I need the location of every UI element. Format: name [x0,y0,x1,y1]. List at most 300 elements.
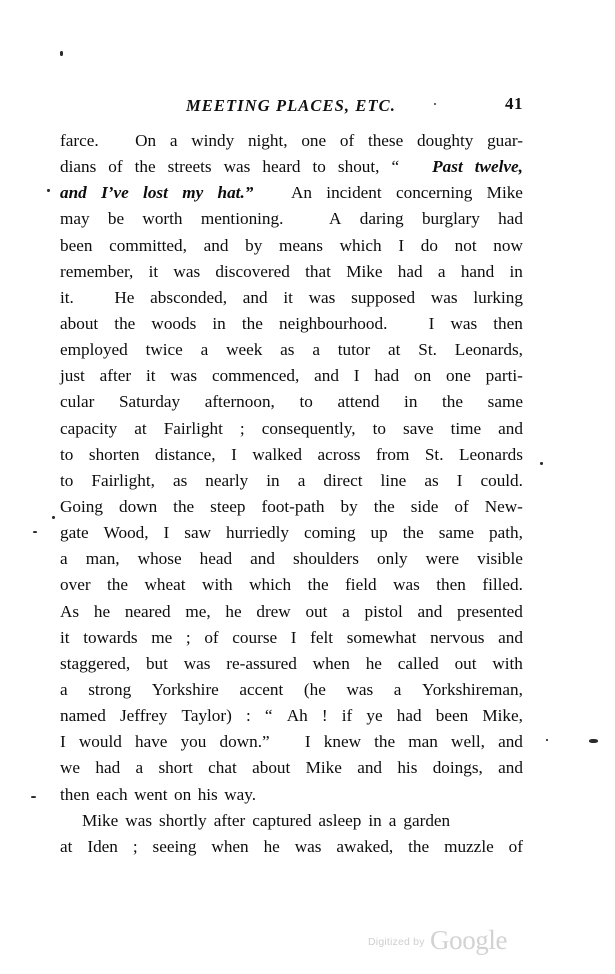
word: about [60,313,99,333]
sentence-gap [112,128,121,154]
word: Yorkshire [151,679,219,699]
word: foot-path [261,496,325,516]
word: were [425,549,460,569]
word: and [250,549,275,569]
word: heard [262,157,301,177]
word: ! [321,706,328,726]
word: ; [132,836,138,856]
word: doings, [432,758,483,778]
word: lurking [473,287,523,307]
word: On [135,131,157,150]
word: accent [239,679,284,699]
word: Jeffrey [119,706,168,726]
word: now [493,235,523,255]
word: it [148,261,159,281]
word: the [173,496,195,516]
word: Ah [286,706,308,726]
word: of [108,157,123,177]
word: whose [137,549,182,569]
word: and [498,627,523,647]
word: muzzle [444,836,494,856]
word: Mike [346,261,383,281]
word: nearly [205,470,249,490]
word: may [60,209,90,229]
word: farce. [60,131,99,150]
word: ; [185,627,191,647]
word: the [107,575,129,595]
word: concerning [395,183,473,203]
word: just [60,366,85,386]
text-line [60,808,523,834]
word: that [305,261,331,281]
dash-right-lower [589,739,598,743]
text-line [60,572,523,598]
word: then [493,313,523,333]
word: time [450,418,482,438]
running-head [60,96,523,120]
word: had [498,209,523,229]
word: shortly [159,810,207,830]
word: on [413,366,432,386]
word: then [436,575,466,595]
word: I [290,627,297,647]
word: drew [256,601,291,621]
word: employed [60,340,128,360]
word: my [182,183,204,203]
word: at [134,418,147,438]
word: Iden [87,836,118,856]
word: burglary [421,209,480,229]
word: down [118,496,158,516]
word: knew [323,732,362,752]
word: and [498,418,523,438]
word: path, [489,523,523,543]
word: it. [60,287,74,307]
ink-dot-artifact [434,103,436,105]
word: but [145,653,168,673]
text-line [60,311,523,337]
sentence-gap [283,729,292,755]
word: of [454,496,469,516]
word: when [211,836,249,856]
word: a [135,758,144,778]
word: wheat [144,575,186,595]
word: would [78,732,122,752]
word: shout, [337,157,380,177]
word: one [446,366,471,386]
word: neighbourhood. [279,313,388,333]
word: of [339,131,355,150]
text-line [60,363,523,389]
text-line [60,416,523,442]
text-line [60,233,523,259]
word: of [204,627,219,647]
word: have [134,732,168,752]
word: Fairlight, [91,470,155,490]
word: if [341,706,353,726]
word: head [199,549,233,569]
running-head-title: MEETING PLACES, ETC. [186,96,396,115]
text-line [60,442,523,468]
word: side [410,496,439,516]
word: was [346,679,374,699]
sentence-gap [403,311,412,337]
word: St. [418,340,437,360]
word: me, [185,601,211,621]
text-line [60,389,523,415]
word: consequently, [261,418,356,438]
word: felt [310,627,334,647]
word: course [232,627,278,647]
text-line [60,546,523,572]
word: a [342,601,350,621]
word: you [180,732,207,752]
word: a [437,261,446,281]
word: a [388,810,397,830]
word: the [408,836,430,856]
sentence-gap [90,285,99,311]
word: discovered [215,261,290,281]
word: twice [145,340,183,360]
word: as [172,470,188,490]
word: Mike [486,183,523,203]
word: was [430,287,458,307]
word: was [183,653,211,673]
word: at [60,836,73,856]
word: up [370,523,388,543]
word: not [454,235,477,255]
word: it [60,627,70,647]
word: and [203,235,229,255]
text-line [60,259,523,285]
word: as [424,470,439,490]
word: had [397,261,423,281]
word: cular [60,392,95,412]
word: walked [252,444,302,464]
word: only [377,549,408,569]
word: and [242,287,268,307]
word: hurriedly [225,523,289,543]
word: I [398,235,405,255]
word: and [357,758,383,778]
word: in [509,261,523,281]
word: somewhat [346,627,417,647]
word: week [226,340,263,360]
word: : [246,706,251,726]
word: by [340,496,358,516]
text-line [60,599,523,625]
body-text-block [60,128,523,860]
word: I [163,523,170,543]
word: called [397,653,439,673]
text-line [60,337,523,363]
word: could. [480,470,523,490]
speck-left-going [52,516,55,519]
word: windy [191,131,235,150]
speck-top-left [60,51,63,56]
word: woods [151,313,197,333]
word: capacity [60,418,118,438]
word: (he [303,679,326,699]
word: shoulders [293,549,359,569]
word: asleep [318,810,362,830]
word: neared [124,601,171,621]
word: to [60,444,74,464]
word: chat [208,758,237,778]
word: gate [60,523,89,543]
word: I [231,444,237,464]
word: in [368,810,382,830]
word: means [279,235,323,255]
word: An [290,183,312,203]
word: to [372,418,386,438]
word: at [388,340,401,360]
word: he [225,601,242,621]
word: Mike, [482,706,523,726]
word: a [393,679,402,699]
speck-right-lower [546,739,548,741]
word: a [200,340,209,360]
word: Fairlight [163,418,223,438]
word: we [60,758,81,778]
speck-left-gate [33,531,37,533]
word: a [60,549,68,569]
watermark-brand-text: Google [430,925,508,955]
word: absconded, [150,287,227,307]
word: be [107,209,125,229]
digitization-watermark [368,925,528,959]
word: each [96,784,128,804]
word: the [241,313,263,333]
text-line [60,834,523,860]
word: guar- [487,131,523,150]
word: about [252,758,291,778]
word: doughty [417,131,474,150]
text-line [60,755,523,781]
word: garden [403,810,451,830]
word: his [397,758,418,778]
word: man [408,732,438,752]
word: from [375,444,410,464]
word: with [492,653,523,673]
word: dians [60,157,97,177]
word: and [314,366,339,386]
word: he [365,653,382,673]
word: the [374,732,396,752]
word: then [60,784,90,804]
word: tutor [337,340,371,360]
word: presented [457,601,523,621]
word: line [380,470,407,490]
word: attend [337,392,380,412]
word: streets [167,157,212,177]
sentence-gap [411,154,420,180]
word: man, [85,549,120,569]
word: supposed [351,287,416,307]
word: after [213,810,246,830]
word: filled. [482,575,523,595]
word: As [60,601,80,621]
word: New- [484,496,523,516]
watermark-small-text: Digitized by [368,936,425,948]
text-line [60,625,523,651]
word: I [428,313,435,333]
word: “ [391,157,400,177]
word: these [367,131,404,150]
word: I [60,732,66,752]
word: which [339,235,382,255]
word: went [134,784,168,804]
word: after [99,366,132,386]
word: was [125,810,153,830]
word: he [263,836,280,856]
word: visible [477,549,523,569]
word: direct [323,470,363,490]
word: across [317,444,361,464]
word: worth [142,209,183,229]
word: with [202,575,233,595]
word: on [174,784,192,804]
word: me [151,627,173,647]
word: towards [83,627,138,647]
word: distance, [154,444,216,464]
word: the [373,496,395,516]
word: was [173,261,201,281]
text-line [60,128,523,154]
word: well, [451,732,485,752]
word: parti- [485,366,523,386]
word: in [212,313,226,333]
word: same [487,392,523,412]
word: a [297,470,306,490]
word: had [374,366,400,386]
text-line [60,782,523,808]
word: short [158,758,193,778]
word: was [393,575,420,595]
text-line [60,206,523,232]
word: the [402,523,424,543]
page-number: 41 [505,94,523,113]
word: nervous [430,627,485,647]
word: to [299,392,313,412]
word: hat.” [217,183,254,203]
word: night, [247,131,288,150]
word: ; [239,418,245,438]
sentence-gap [268,180,277,206]
word: do [420,235,438,255]
word: daring [359,209,404,229]
word: in [404,392,418,412]
word: “ [264,706,273,726]
word: a [312,340,320,360]
word: commenced, [211,366,300,386]
word: was [450,313,478,333]
word: Saturday [118,392,181,412]
word: was [308,287,336,307]
text-line [60,651,523,677]
word: coming [303,523,356,543]
word: it [283,287,293,307]
word: the [307,575,329,595]
word: a [60,679,68,699]
word: afternoon, [204,392,275,412]
word: pistol [364,601,403,621]
word: to [312,157,326,177]
word: ye [366,706,383,726]
word: and [417,601,443,621]
word: I [304,732,311,752]
word: strong [88,679,132,699]
word: to [60,470,74,490]
word: hand [460,261,495,281]
word: one [301,131,327,150]
word: incident [326,183,382,203]
text-line [60,154,523,180]
word: St. [424,444,444,464]
word: been [60,235,93,255]
word: captured [252,810,312,830]
text-line [60,180,523,206]
word: over [60,575,91,595]
text-line [60,729,523,755]
speck-left-upper [47,189,50,192]
word: out [305,601,328,621]
word: committed, [109,235,187,255]
word: field [345,575,377,595]
word: saw [184,523,211,543]
word: and [498,732,523,752]
word: save [403,418,434,438]
word: the [134,157,156,177]
word: remember, [60,261,134,281]
word: I [353,366,360,386]
word: Past [432,157,463,177]
word: as [280,340,295,360]
word: Wood, [103,523,149,543]
text-line [60,494,523,520]
word: in [266,470,280,490]
word: staggered, [60,653,131,673]
word: out [454,653,477,673]
speck-left-bottom [31,796,36,798]
speck-right-mid [540,462,543,465]
word: was [294,836,322,856]
word: I [456,470,463,490]
text-line [60,703,523,729]
word: and [498,758,523,778]
word: which [249,575,292,595]
word: Leonards [459,444,523,464]
word: mentioning. [200,209,284,229]
word: shorten [88,444,140,464]
word: it [145,366,156,386]
word: when [312,653,350,673]
word: and [60,183,87,203]
word: by [245,235,263,255]
word: Taylor) [181,706,232,726]
word: was [223,157,251,177]
word: named [60,706,106,726]
text-line [60,285,523,311]
word: seeing [152,836,197,856]
word: lost [143,183,168,203]
word: had [396,706,422,726]
word: down.” [219,732,270,752]
word: the [442,392,464,412]
word: Going [60,496,103,516]
word: had [95,758,121,778]
word: was [170,366,198,386]
